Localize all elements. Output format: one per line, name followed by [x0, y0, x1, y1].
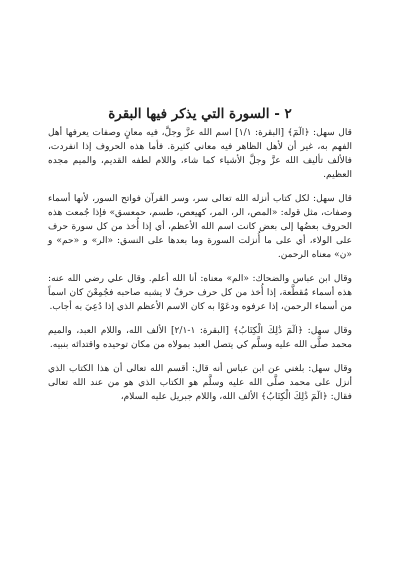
section-heading: ٢ - السورة التي يذكر فيها البقرة: [108, 106, 292, 123]
paragraph-1: قال سهل: ﴿الٓمٓ﴾ [البقرة: ١/١] اسم الله عزَّ وجلَّ، فيه معانٍ وصفات يعرفها أهل الفهم به، غير أن لأهل الظاهر فيه معاني كثيرة. فأما هذه الحروف إذا انفردت، فالألف تأليف الله عزَّ وجلَّ الأشياء كما شاء، واللام لطفه القديم، والميم مجده العظيم.: [48, 128, 352, 180]
paragraph-4: وقال سهل: ﴿الٓمٓ ذَٰلِكَ الْكِتَابُ﴾ [البقرة: ١-٢/١] الألف الله، واللام العبد، والميم محمد صلَّى الله عليه وسلَّم كي يتصل العبد بمولاه من مكان توحيده واقتدائه بنبيه.: [48, 326, 352, 350]
paragraph-5: وقال سهل: بلغني عن ابن عباس أنه قال: أقسم الله تعالى أن هذا الكتاب الذي أنزل على محمد صلَّى الله عليه وسلَّم هو الكتاب الذي هو من عند الله تعالى فقال: ﴿الٓمٓ ذَٰلِكَ الْكِتَابُ﴾ الألف الله، واللام جبريل عليه السلام،: [48, 364, 352, 402]
document-body: [48, 126, 352, 414]
paragraph-3: وقال ابن عباس والضحاك: «الم» معناه: أنا الله أعلم. وقال علي رضي الله عنه: هذه أسماء مُقطَّعة، إذا أُخذ من كل حرف حرفٌ لا يشبه صاحبه فجُمِعْنَ كان اسماً من أسماء الرحمن، إذا عرفوه ودعَوْا به كان الاسم الأعظم الذي إذا دُعِيَ به أجاب.: [48, 274, 352, 312]
paragraph-2: قال سهل: لكل كتاب أنزله الله تعالى سر، وسر القرآن فواتح السور، لأنها أسماء وصفات، مثل قوله: «المص، الر، المر، كهيعص، طسم، حمعسق» فإذا جُمعت هذه الحروف بعضُها إلى بعض كانت اسم الله الأعظم، أي إذا أُخذ من كل سورة حرف على الولاء، أي على ما أُنزلت السورة وما بعدها على النسق: «الر» و «حم» و «ن» معناه الرحمن.: [48, 194, 352, 260]
